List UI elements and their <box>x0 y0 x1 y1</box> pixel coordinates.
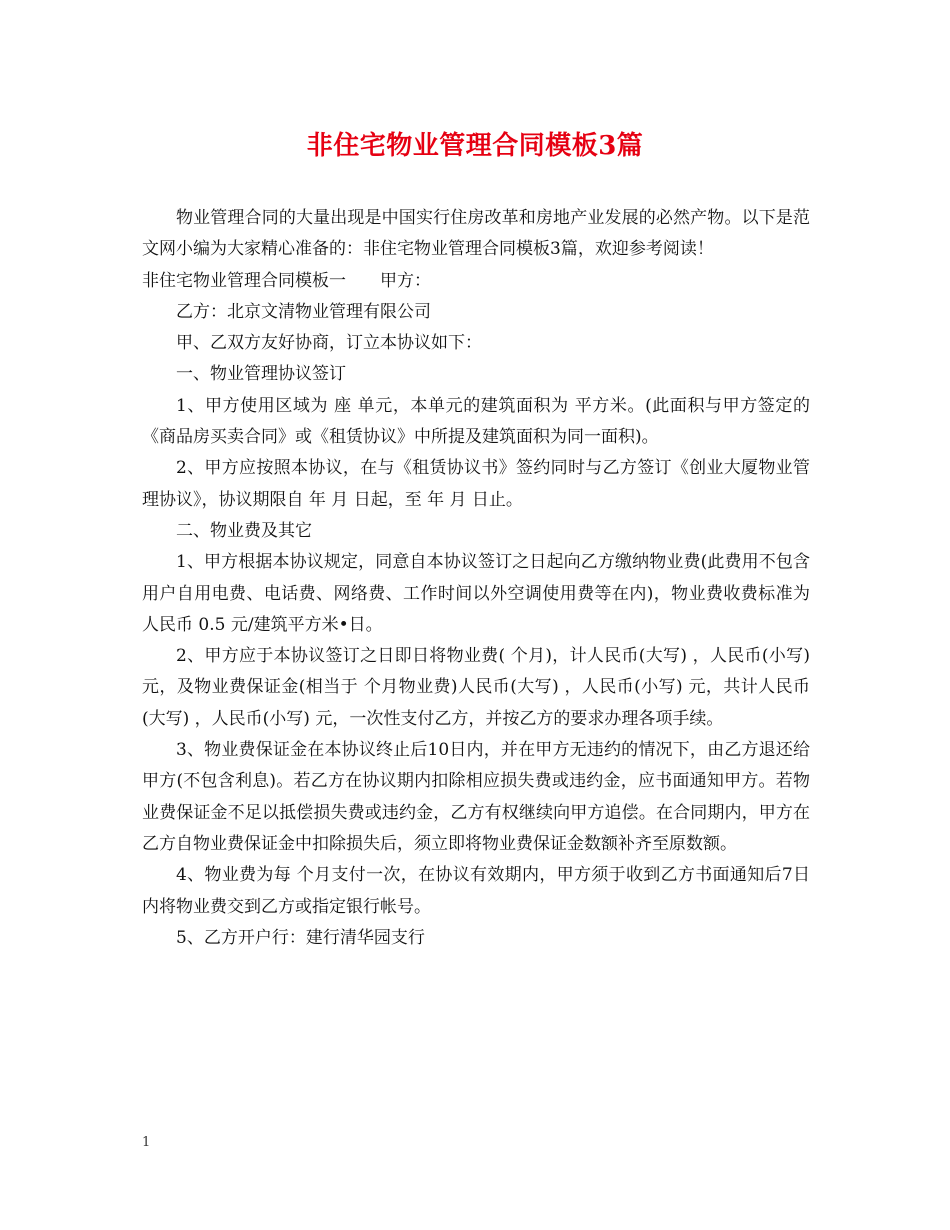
agreement-intro-paragraph: 甲、乙双方友好协商，订立本协议如下： <box>176 333 482 354</box>
clause-1-2: 2、甲方应按照本协议，在与《租赁协议书》签约同时与乙方签订《创业大厦物业管理协议》，协议期限自 年 月 日起，至 年 月 日止。 <box>142 458 810 510</box>
clause-2-4: 4、物业费为每 个月支付一次，在协议有效期内，甲方须于收到乙方书面通知后7日内将物业费交到乙方或指定银行帐号。 <box>142 865 810 917</box>
clause-2-2: 2、甲方应于本协议签订之日即日将物业费( 个月)，计人民币(大写) ，人民币(小写) 元，及物业费保证金(相当于 个月物业费)人民币(大写) ，人民币(小写) 元，共计人民币(大写) ，人民币(小写) 元，一次性支付乙方，并按乙方的要求办理各项手续。 <box>142 646 810 729</box>
clause-2-5: 5、乙方开户行：建行清华园支行 <box>176 927 425 948</box>
clause-1-1: 1、甲方使用区域为 座 单元，本单元的建筑面积为 平方米。(此面积与甲方签定的《商品房买卖合同》或《租赁协议》中所提及建筑面积为同一面积)。 <box>142 395 810 448</box>
page-number: 1 <box>142 1135 151 1150</box>
section-heading-1: 一、物业管理协议签订 <box>176 364 346 385</box>
intro-paragraph: 物业管理合同的大量出现是中国实行住房改革和房地产业发展的必然产物。以下是范文网小编为大家精心准备的：非住宅物业管理合同模板3篇，欢迎参考阅读！ <box>142 208 810 260</box>
party-b-paragraph: 乙方：北京文清物业管理有限公司 <box>176 301 431 322</box>
document-title: 非住宅物业管理合同模板3篇 <box>306 131 644 161</box>
clause-2-3: 3、物业费保证金在本协议终止后10日内，并在甲方无违约的情况下，由乙方退还给甲方(不包含利息)。若乙方在协议期内扣除相应损失费或违约金，应书面通知甲方。若物业费保证金不足以抵偿损失费或违约金，乙方有权继续向甲方追偿。在合同期内，甲方在乙方自物业费保证金中扣除损失后，须立即将物业费保证金数额补齐至原数额。 <box>142 740 810 854</box>
template-heading-paragraph: 非住宅物业管理合同模板一 甲方： <box>142 270 431 291</box>
document-body <box>142 203 810 954</box>
section-heading-2: 二、物业费及其它 <box>176 520 312 541</box>
clause-2-1: 1、甲方根据本协议规定，同意自本协议签订之日起向乙方缴纳物业费(此费用不包含用户自用电费、电话费、网络费、工作时间以外空调使用费等在内)，物业费收费标准为人民币 0.5 元/建筑平方米•日。 <box>142 552 810 635</box>
